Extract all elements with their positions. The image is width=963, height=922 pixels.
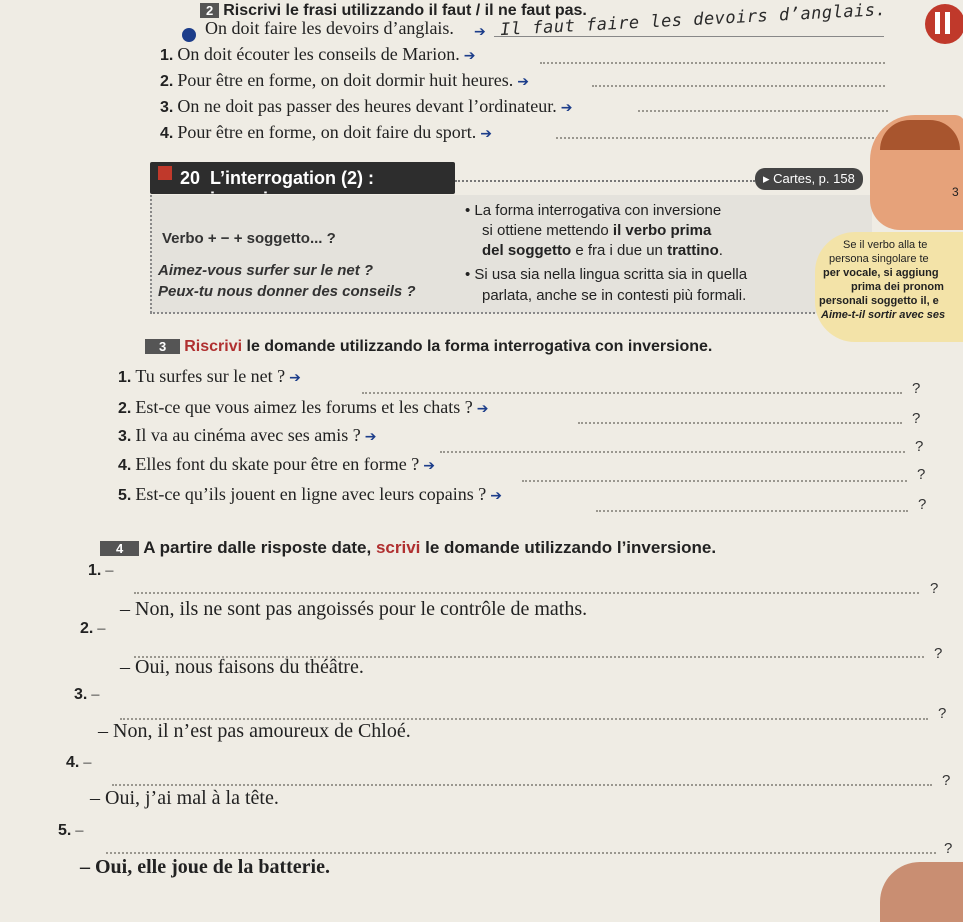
box20-example-2: Peux-tu nous donner des conseils ?: [158, 283, 416, 300]
ex3-badge: 3: [145, 339, 180, 354]
box20-bullet-2b: parlata, anche se in contesti più formali.: [482, 287, 747, 304]
ex2-badge: 2: [200, 3, 219, 18]
tip-line-1: Se il verbo alla te: [843, 239, 928, 251]
character-illustration: [870, 115, 963, 230]
arrow-icon: ➔: [474, 24, 486, 40]
tip-line-3: per vocale, si aggiung: [823, 267, 939, 279]
ex2-item-3: 3. On ne doit pas passer des heures devant l’ordinateur. ➔: [160, 96, 573, 116]
page-tab-icon: [925, 4, 963, 44]
ex4-answer-1: – Non, ils ne sont pas angoissés pour le contrôle de maths.: [120, 598, 588, 620]
box20-example-1: Aimez-vous surfer sur le net ?: [158, 262, 374, 279]
answer-line-ex3-5[interactable]: [596, 510, 908, 512]
ex3-item-2: 2. Est-ce que vous aimez les forums et les chats ? ➔: [118, 397, 489, 417]
side-page-num: 3: [952, 185, 959, 199]
ex3-title-verb: Riscrivi: [184, 338, 243, 355]
tip-line-5: personali soggetto il, e: [819, 295, 939, 307]
box20-num: 20: [180, 168, 201, 188]
ex2-example-answer: Il faut faire les devoirs d’anglais.: [499, 0, 887, 41]
ex4-answer-3: – Non, il n’est pas amoureux de Chloé.: [98, 720, 411, 742]
ex3-item-5: 5. Est-ce qu’ils jouent en ligne avec leurs copains ? ➔: [118, 484, 502, 504]
ex4-title: le domande utilizzando l’inversione.: [420, 538, 717, 557]
answer-line-ex2-3[interactable]: [638, 110, 888, 112]
cartes-ref-label: Cartes, p. 158: [773, 171, 855, 186]
box20-bottom-dots: [150, 312, 830, 314]
tip-line-4: prima dei pronom: [851, 281, 944, 293]
ex2-example: On doit faire les devoirs d’anglais.: [205, 18, 454, 38]
photo-edge: [880, 862, 963, 922]
answer-line-ex3-2[interactable]: [578, 422, 902, 424]
qmark: ?: [938, 705, 947, 722]
qmark: ?: [912, 380, 921, 397]
ex2-item-4: 4. Pour être en forme, on doit faire du sport. ➔: [160, 122, 492, 142]
tip-bubble: [815, 232, 963, 342]
qmark: ?: [915, 438, 924, 455]
ex2-item-1: 1. On doit écouter les conseils de Marion. ➔: [160, 44, 476, 64]
answer-line-ex2-4[interactable]: [556, 137, 886, 139]
ex4-answer-2: – Oui, nous faisons du théâtre.: [120, 656, 364, 678]
qmark: ?: [912, 410, 921, 427]
qmark: ?: [944, 840, 953, 857]
answer-line-ex4-4[interactable]: [112, 784, 932, 786]
qmark: ?: [934, 645, 943, 662]
tip-line-6: Aime-t-il sortir avec ses: [821, 309, 946, 321]
answer-line-ex2-1[interactable]: [540, 62, 885, 64]
bullet-icon: [182, 28, 196, 42]
ex4-answer-5: – Oui, elle joue de la batterie.: [80, 856, 330, 878]
qmark: ?: [917, 466, 926, 483]
ex3-header: [145, 338, 712, 356]
ex4-header: [100, 538, 716, 558]
box20-bullet-1b: si ottiene mettendo il verbo prima: [482, 222, 712, 239]
ex4-title-verb: scrivi: [375, 538, 421, 557]
box20-bullet-1a: • La forma interrogativa con inversione: [465, 202, 722, 219]
answer-line-ex3-4[interactable]: [522, 480, 907, 482]
ex3-item-1: 1. Tu surfes sur le net ? ➔: [118, 366, 301, 386]
ex3-title: le domande utilizzando la forma interrogativa con inversione.: [242, 338, 713, 355]
answer-line-ex4-1[interactable]: [134, 592, 919, 594]
play-icon: ▸: [763, 171, 770, 186]
box20-bullet-1c: del soggetto e fra i due un trattino.: [482, 242, 723, 259]
ex4-answer-4: – Oui, j’ai mal à la tête.: [90, 787, 279, 809]
box20-title: L’interrogation (2) :: [210, 168, 374, 188]
ex4-item-2: 2. –: [80, 620, 106, 637]
ex2-item-2: 2. Pour être en forme, on doit dormir huit heures. ➔: [160, 70, 529, 90]
ex2-title: Riscrivi le frasi utilizzando il faut / il ne faut pas.: [223, 2, 587, 19]
ex3-item-4: 4. Elles font du skate pour être en forme ? ➔: [118, 454, 435, 474]
answer-underline: [494, 36, 884, 37]
ex4-item-4: 4. –: [66, 754, 92, 771]
box20-top-dots: [455, 180, 755, 182]
tip-line-2: persona singolare te: [829, 253, 929, 265]
answer-line-ex3-1[interactable]: [362, 392, 902, 394]
answer-line-ex3-3[interactable]: [440, 451, 905, 453]
ex4-title-pre: A partire dalle risposte date,: [143, 538, 376, 557]
ex4-item-5: 5. –: [58, 822, 84, 839]
qmark: ?: [918, 496, 927, 513]
star-icon: [158, 166, 172, 180]
ex4-item-3: 3. –: [74, 686, 100, 703]
ex4-badge: 4: [100, 541, 139, 556]
ex4-item-1: 1. –: [88, 562, 114, 579]
box20-bullet-2a: • Si usa sia nella lingua scritta sia in quella: [465, 266, 748, 283]
box20-rule: Verbo + − + soggetto... ?: [162, 230, 336, 247]
cartes-ref-button[interactable]: [755, 168, 863, 190]
ex3-item-3: 3. Il va au cinéma avec ses amis ? ➔: [118, 425, 377, 445]
answer-line-ex4-5[interactable]: [106, 852, 936, 854]
qmark: ?: [930, 580, 939, 597]
qmark: ?: [942, 772, 951, 789]
box20-header: [150, 162, 455, 194]
answer-line-ex2-2[interactable]: [592, 85, 885, 87]
